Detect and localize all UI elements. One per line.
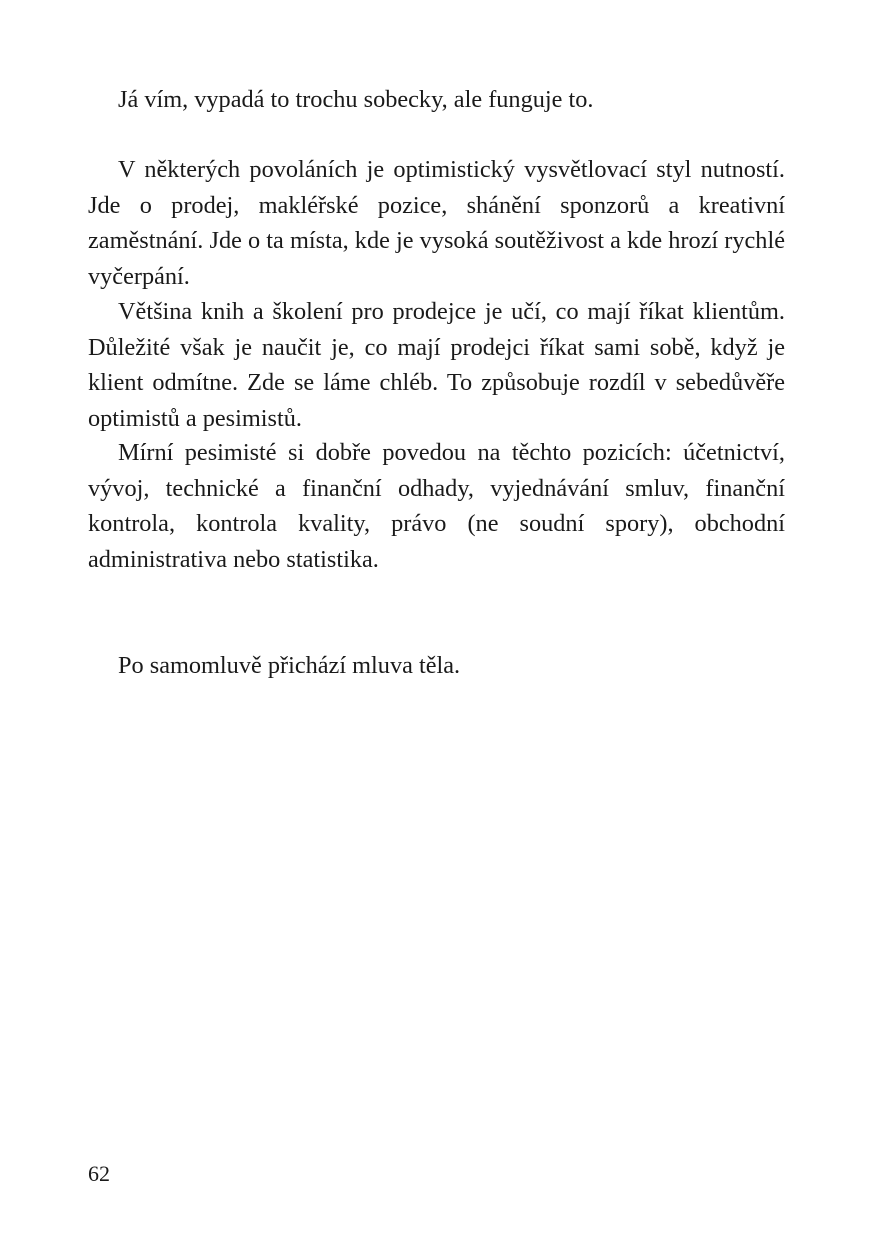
paragraph-intro: Já vím, vypadá to trochu sobecky, ale funguje to. bbox=[118, 86, 594, 113]
paragraph-optimistic-professions: V některých povoláních je optimistický vysvětlovací styl nutností. Jde o prodej, makléřské pozice, shánění sponzorů a kreativní zaměstnání. Jde o ta místa, kde je vysoká soutěživost a kde hrozí rychlé vyčerpání. bbox=[88, 156, 785, 290]
paragraph-pessimist-positions: Mírní pesimisté si dobře povedou na těchto pozicích: účetnictví, vývoj, technické a finanční odhady, vyjednávání smluv, finanční kontrola, kontrola kvality, právo (ne soudní spory), obchodní administrativa nebo statistika. bbox=[88, 439, 785, 573]
paragraph-sales-training: Většina knih a školení pro prodejce je učí, co mají říkat klientům. Důležité však je naučit je, co mají prodejci říkat sami sobě, když je klient odmítne. Zde se láme chléb. To způsobuje rozdíl v sebedůvěře optimistů a pesimistů. bbox=[88, 298, 785, 432]
page-number: 62 bbox=[88, 1161, 110, 1186]
paragraph-body-language: Po samomluvě přichází mluva těla. bbox=[118, 652, 461, 679]
